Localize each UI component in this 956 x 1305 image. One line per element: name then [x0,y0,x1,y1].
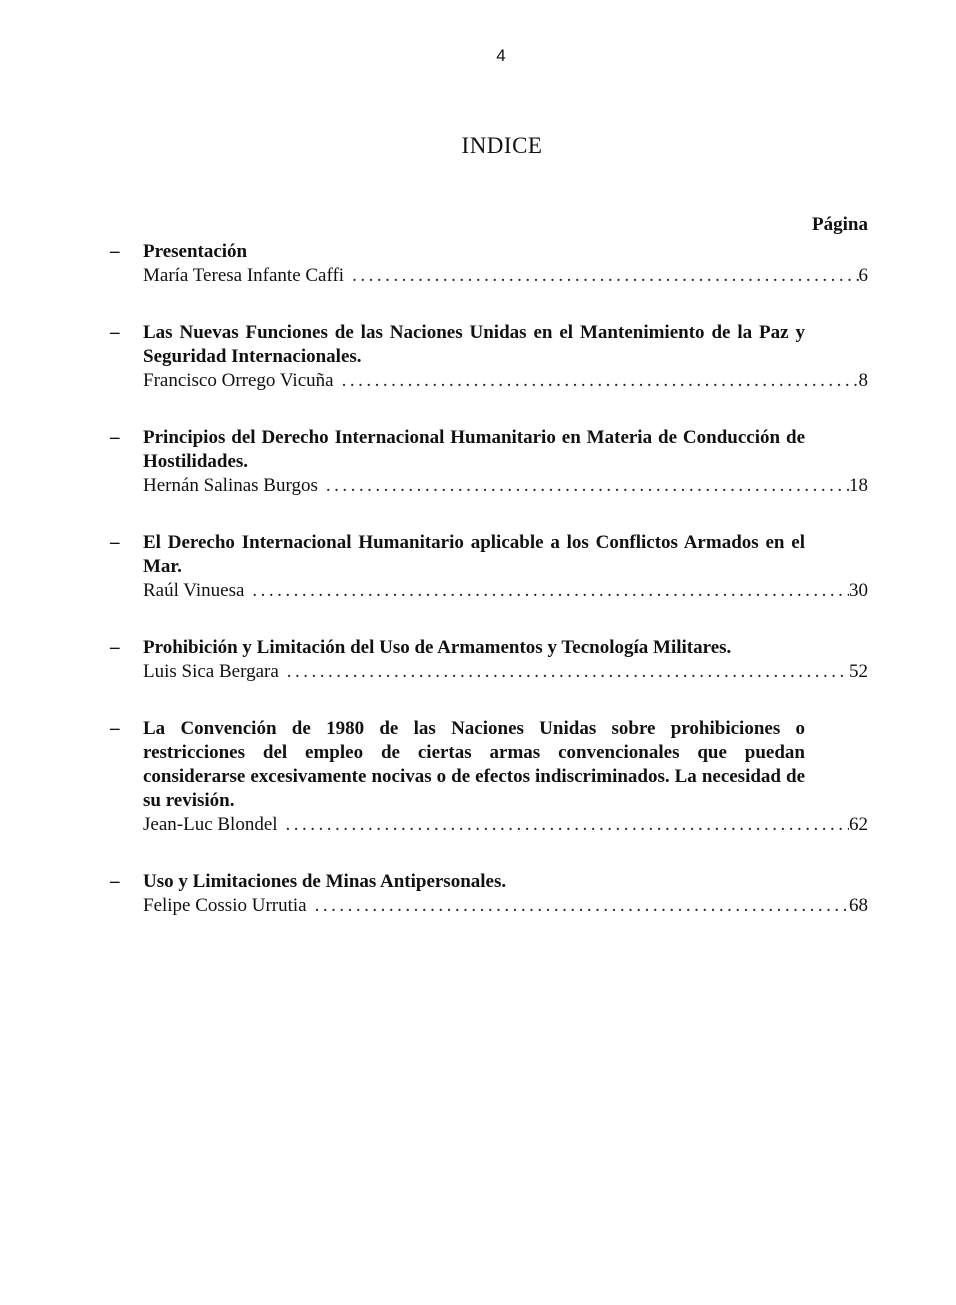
toc-entry [0,240,956,288]
author-line [143,894,868,918]
entry-author: Hernán Salinas Burgos [143,475,318,496]
toc-entry [0,717,956,837]
author-line [143,660,868,684]
entry-title: El Derecho Internacional Humanitario aplicable a los Conflictos Armados en el Mar. [143,532,805,577]
entry-title: Presentación [143,241,248,262]
table-of-contents [0,240,956,951]
entry-title: Principios del Derecho Internacional Humanitario en Materia de Conducción de Hostilidades. [143,427,805,472]
page-column-header: Página [812,214,868,235]
entry-page: 68 [849,895,868,916]
entry-author: Francisco Orrego Vicuña [143,370,334,391]
entry-page: 52 [849,661,868,682]
entry-title: La Convención de 1980 de las Naciones Unidas sobre prohibiciones o restricciones del empleo de ciertas armas convencionales que puedan considerarse excesivamente nocivas o de efectos indiscriminados. La necesidad de su revisión. [143,718,805,811]
toc-entry [0,636,956,684]
bullet-dash: – [110,871,120,892]
author-line [143,369,868,393]
entry-title: Prohibición y Limitación del Uso de Armamentos y Tecnología Militares. [143,637,732,658]
entry-author: María Teresa Infante Caffi [143,265,345,286]
bullet-dash: – [110,322,120,343]
entry-author: Felipe Cossio Urrutia [143,895,307,916]
entry-page: 18 [849,475,868,496]
author-line [143,579,868,603]
dot-leader [252,579,849,603]
toc-entry [0,870,956,918]
entry-author: Jean-Luc Blondel [143,814,278,835]
bullet-dash: – [110,532,120,553]
dot-leader [352,264,858,288]
dot-leader [287,660,849,684]
entry-author: Luis Sica Bergara [143,661,279,682]
toc-entry [0,321,956,393]
dot-leader [342,369,859,393]
author-line [143,264,868,288]
author-line [143,474,868,498]
bullet-dash: – [110,718,120,739]
entry-page: 30 [849,580,868,601]
page-title: INDICE [461,133,543,158]
dot-leader [326,474,849,498]
bullet-dash: – [110,427,120,448]
bullet-dash: – [110,637,120,658]
toc-entry [0,426,956,498]
dot-leader [315,894,849,918]
dot-leader [286,813,849,837]
entry-page: 62 [849,814,868,835]
entry-title: Uso y Limitaciones de Minas Antipersonales. [143,871,507,892]
entry-title: Las Nuevas Funciones de las Naciones Unidas en el Mantenimiento de la Paz y Seguridad Internacionales. [143,322,805,367]
bullet-dash: – [110,241,120,262]
entry-page: 6 [858,265,868,286]
entry-author: Raúl Vinuesa [143,580,245,601]
entry-page: 8 [858,370,868,391]
page-number: 4 [496,46,506,65]
author-line [143,813,868,837]
toc-entry [0,531,956,603]
